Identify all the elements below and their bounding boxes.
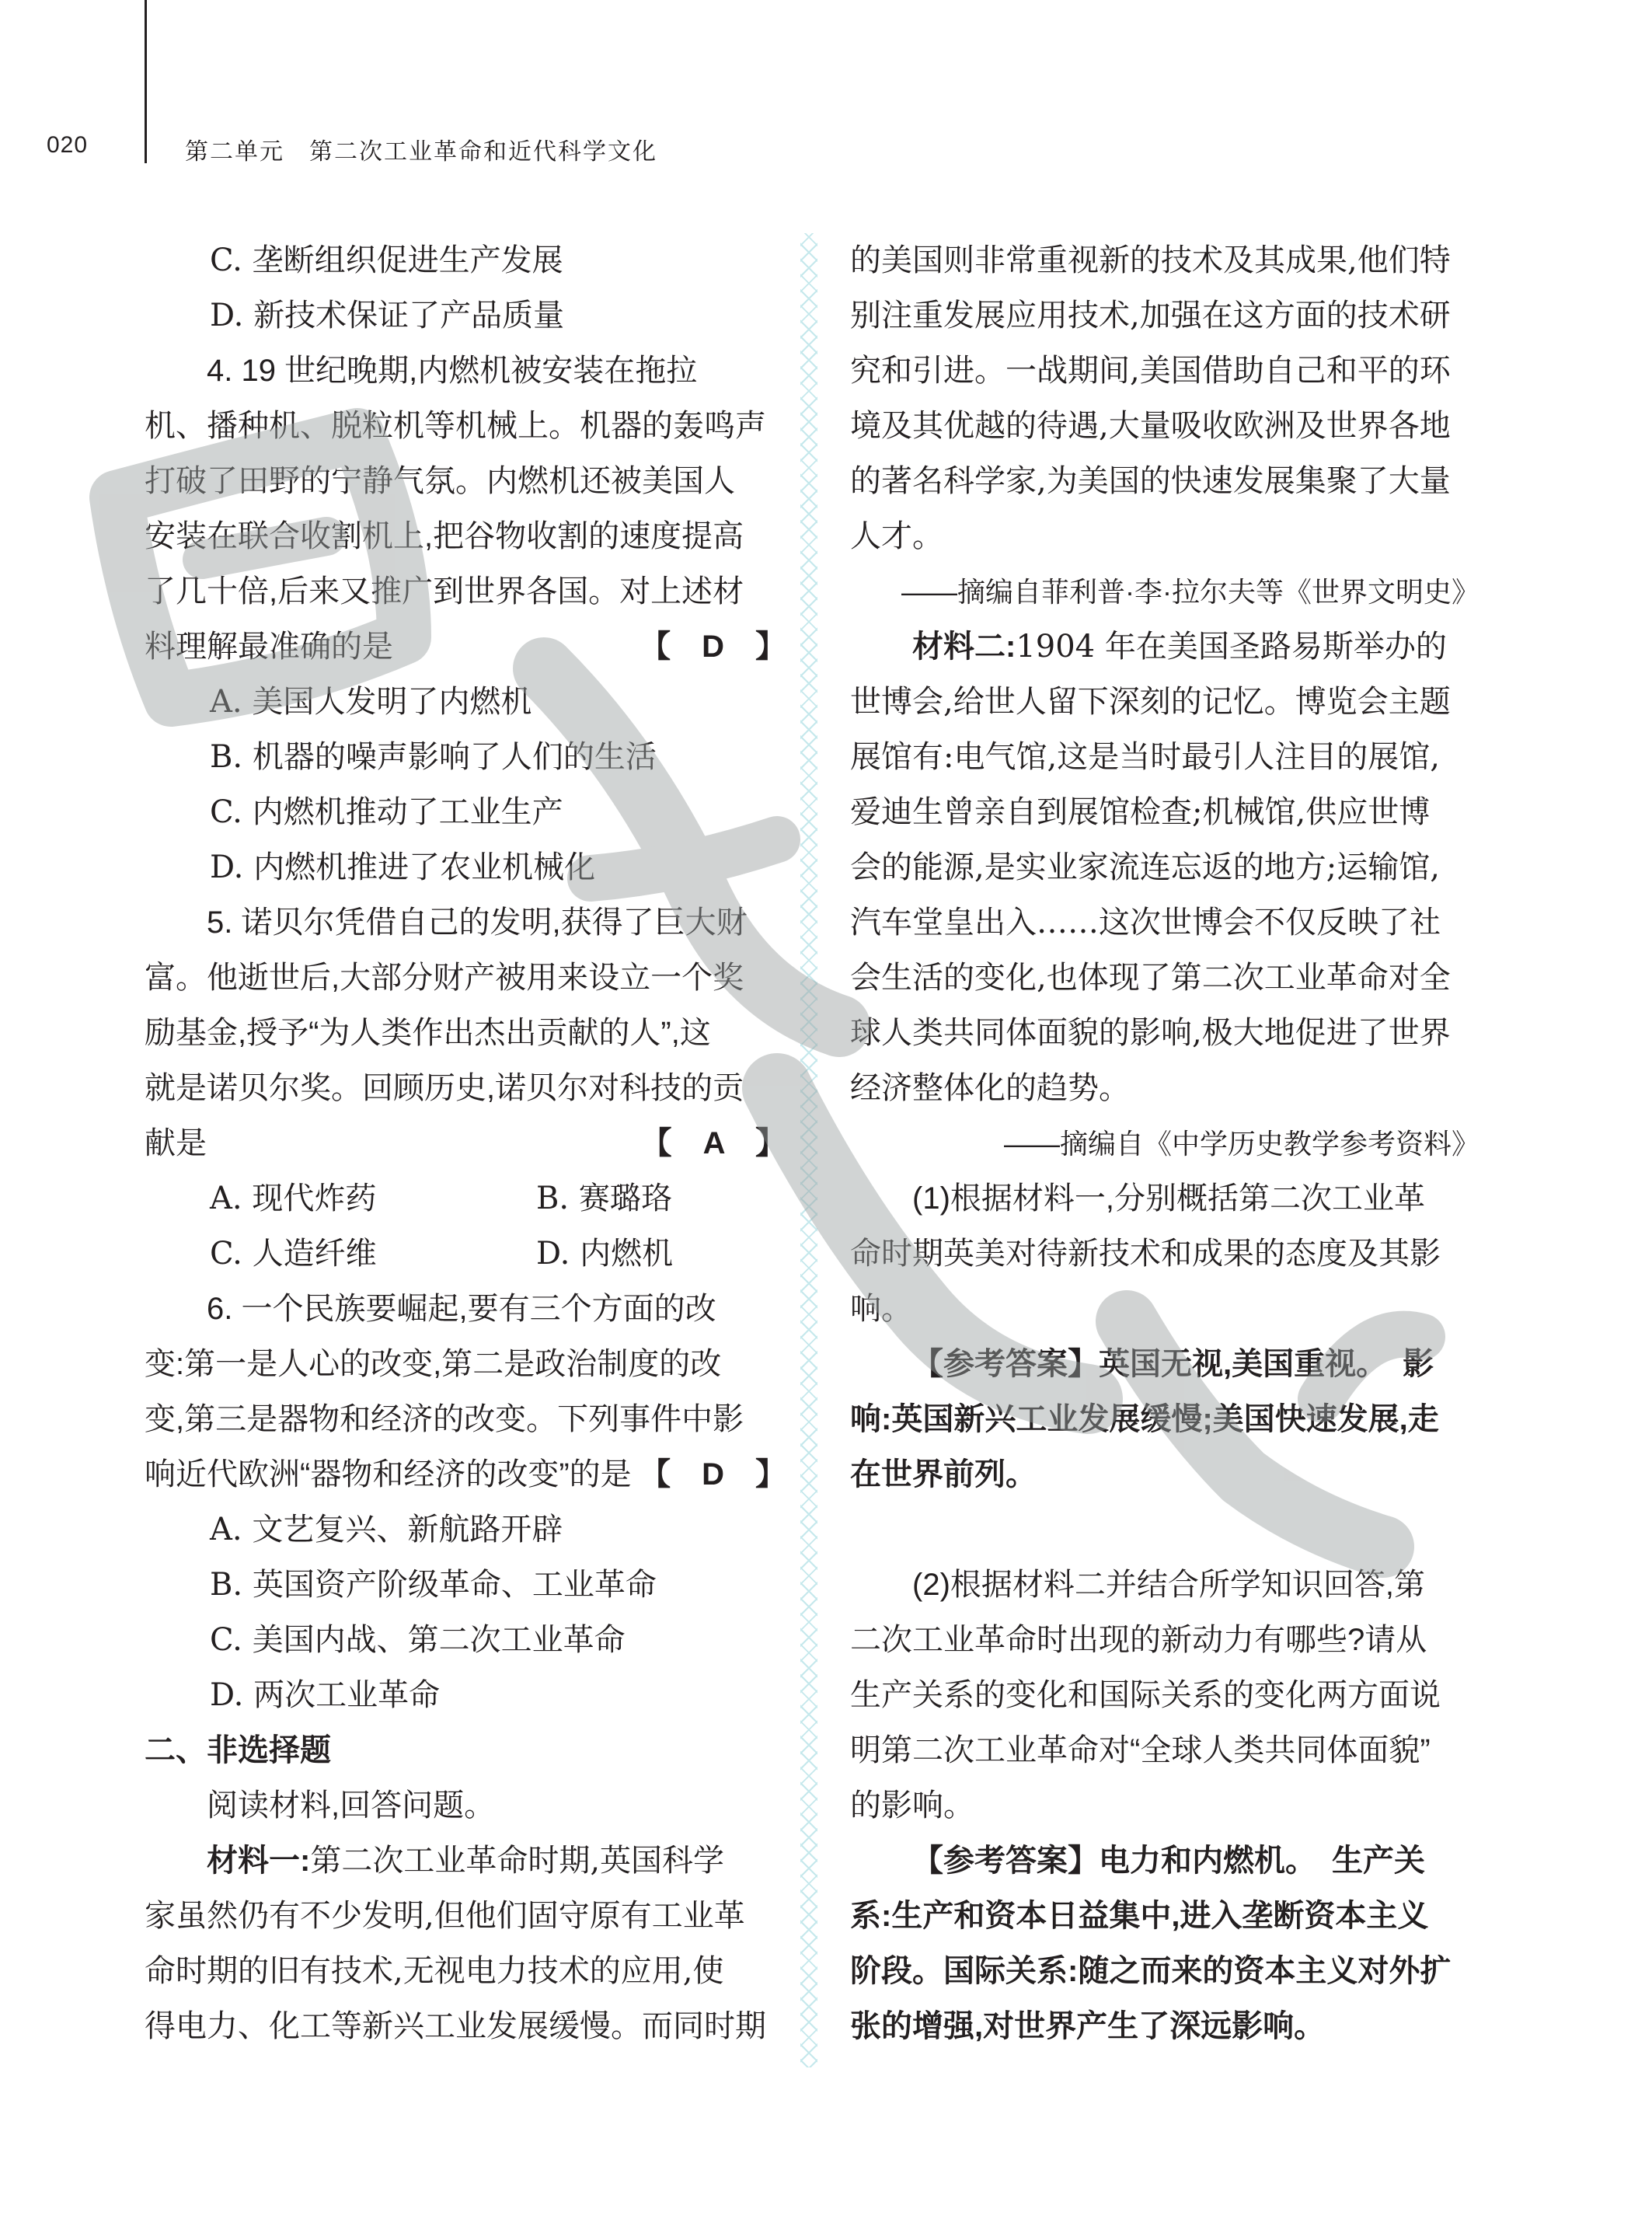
q5-options-row [145,1226,786,1282]
material1-label: 材料一: [207,1844,311,1878]
subquestion-1-line: 命时期英美对待新技术和成果的态度及其影 [850,1237,1441,1271]
subquestion-2-line: 二次工业革命时出现的新动力有哪些?请从 [850,1623,1427,1657]
answer-2-line: 阶段。国际关系:随之而来的资本主义对外扩 [850,1954,1452,1988]
q4-last-line: 料理解最准确的是 [145,630,393,664]
answer-1-line: 响:英国新兴工业发展缓慢;美国快速发展,走 [850,1402,1439,1436]
material2-line: 球人类共同体面貌的影响,极大地促进了世界 [850,1015,1451,1051]
q5-option-a: A. 现代炸药 [210,1181,377,1216]
q5-last-line: 献是 [145,1126,207,1160]
question-5 [145,895,786,1282]
q5-line: 就是诺贝尔奖。回顾历史,诺贝尔对科技的贡 [145,1071,744,1105]
section-heading: 二、非选择题 [145,1733,331,1767]
material1-line: 家虽然仍有不少发明,但他们固守原有工业革 [145,1898,745,1934]
q5-option-b: B. 赛璐珞 [536,1181,672,1216]
spacer [850,1502,1479,1558]
q4-answer: 【 D 】 [640,630,786,664]
source-citation-2: ——摘编自《中学历史教学参考资料》 [1003,1128,1479,1160]
q4-stem-end [145,619,786,675]
material1-first-text: 第二次工业革命时期,英国科学 [310,1843,725,1879]
q6-option: A. 文艺复兴、新航路开辟 [210,1512,563,1547]
material1-cont-line: 的美国则非常重视新的技术及其成果,他们特 [850,242,1451,278]
right-column [850,233,1479,2054]
header-rule [145,0,147,163]
q5-options-row [145,1171,786,1226]
q5-option-d: D. 内燃机 [536,1236,674,1272]
left-column [145,233,786,2054]
q4-option: C. 内燃机推动了工业生产 [210,794,563,830]
q5-line: 富。他逝世后,大部分财产被用来设立一个奖 [145,961,744,995]
question-4 [145,344,786,895]
material1-cont-line: 究和引进。一战期间,美国借助自己和平的环 [850,353,1451,389]
q6-line: 6. 一个民族要崛起,要有三个方面的改 [207,1292,716,1326]
q4-line: 安装在联合收割机上,把谷物收割的速度提高 [145,519,744,553]
answer-1-line: 【参考答案】英国无视,美国重视。 影 [912,1347,1434,1381]
source-citation-1: ——摘编自菲利普·李·拉尔夫等《世界文明史》 [901,576,1479,608]
material1-cont-line: 人才。 [850,518,943,554]
q4-option: A. 美国人发明了内燃机 [210,684,532,720]
q6-last-line: 响近代欧洲“器物和经济的改变”的是 [145,1457,632,1492]
subquestion-2-line: 生产关系的变化和国际关系的变化两方面说 [850,1678,1441,1712]
q6-option: B. 英国资产阶级革命、工业革命 [210,1567,657,1603]
q6-option: C. 美国内战、第二次工业革命 [210,1622,626,1658]
q5-answer: 【 A 】 [640,1126,786,1160]
instruction: 阅读材料,回答问题。 [207,1788,496,1823]
q4-option: D. 内燃机推进了农业机械化 [210,850,596,885]
q6-line: 变:第一是人心的改变,第二是政治制度的改 [145,1347,722,1381]
material1-cont-line: 境及其优越的待遇,大量吸收欧洲及世界各地 [850,408,1451,444]
material1-line: 得电力、化工等新兴工业发展缓慢。而同时期 [145,2008,766,2044]
material2-label: 材料二: [912,630,1016,664]
material2-line: 爱迪生曾亲自到展馆检查;机械馆,供应世博 [850,794,1431,830]
subquestion-1-line: (1)根据材料一,分别概括第二次工业革 [912,1181,1425,1216]
q4-line: 打破了田野的宁静气氛。内燃机还被美国人 [145,464,735,498]
subquestion-2-line: (2)根据材料二并结合所学知识回答,第 [912,1568,1425,1602]
material1-line: 命时期的旧有技术,无视电力技术的应用,使 [145,1953,724,1989]
q5-option-c: C. 人造纤维 [210,1236,377,1272]
q3-option-d: D. 新技术保证了产品质量 [210,298,565,333]
subquestion-2-line: 明第二次工业革命对“全球人类共同体面貌” [850,1733,1431,1767]
q6-line: 变,第三是器物和经济的改变。下列事件中影 [145,1402,744,1436]
material1-first-line [145,1833,786,1889]
q3-option-c: C. 垄断组织促进生产发展 [210,242,563,278]
material2-line: 会的能源,是实业家流连忘返的地方;运输馆, [850,850,1440,885]
material1-cont-line: 的著名科学家,为美国的快速发展集聚了大量 [850,463,1451,499]
subquestion-2-line: 的影响。 [850,1788,974,1823]
q4-line: 4. 19 世纪晚期,内燃机被安装在拖拉 [207,354,698,388]
material1-cont-line: 别注重发展应用技术,加强在这方面的技术研 [850,298,1451,333]
subquestion-1-line: 响。 [850,1292,912,1326]
page-number: 020 [47,132,89,158]
material2-first-text: 1904 年在美国圣路易斯举办的 [1016,629,1447,665]
answer-2-line: 系:生产和资本日益集中,进入垄断资本主义 [850,1899,1429,1933]
material2-line: 展馆有:电气馆,这是当时最引人注目的展馆, [850,739,1440,775]
material2-line: 汽车堂皇出入……这次世博会不仅反映了社 [850,905,1441,940]
q4-option: B. 机器的噪声影响了人们的生活 [210,739,657,775]
material2-line: 世博会,给世人留下深刻的记忆。博览会主题 [850,684,1451,720]
q5-line: 励基金,授予“为人类作出杰出贡献的人”,这 [145,1016,711,1050]
material2-line: 经济整体化的趋势。 [850,1070,1130,1106]
answer-1-line: 在世界前列。 [850,1457,1037,1492]
answer-2-line: 【参考答案】电力和内燃机。 生产关 [912,1844,1425,1878]
q6-answer: 【 D 】 [640,1457,786,1492]
q5-stem-end [145,1116,786,1171]
question-6 [145,1282,786,1723]
q4-line: 了几十倍,后来又推广到世界各国。对上述材 [145,574,744,609]
material2-first-line [850,619,1479,675]
q5-line: 5. 诺贝尔凭借自己的发明,获得了巨大财 [207,905,748,940]
material2-line: 会生活的变化,也体现了第二次工业革命对全 [850,960,1451,996]
running-title: 第二单元 第二次工业革命和近代科学文化 [185,139,657,165]
q6-stem-end [145,1447,786,1502]
q6-option: D. 两次工业革命 [210,1677,441,1713]
q4-line: 机、播种机、脱粒机等机械上。机器的轰鸣声 [145,409,766,443]
column-divider [800,233,817,2067]
answer-2-line: 张的增强,对世界产生了深远影响。 [850,2009,1326,2043]
